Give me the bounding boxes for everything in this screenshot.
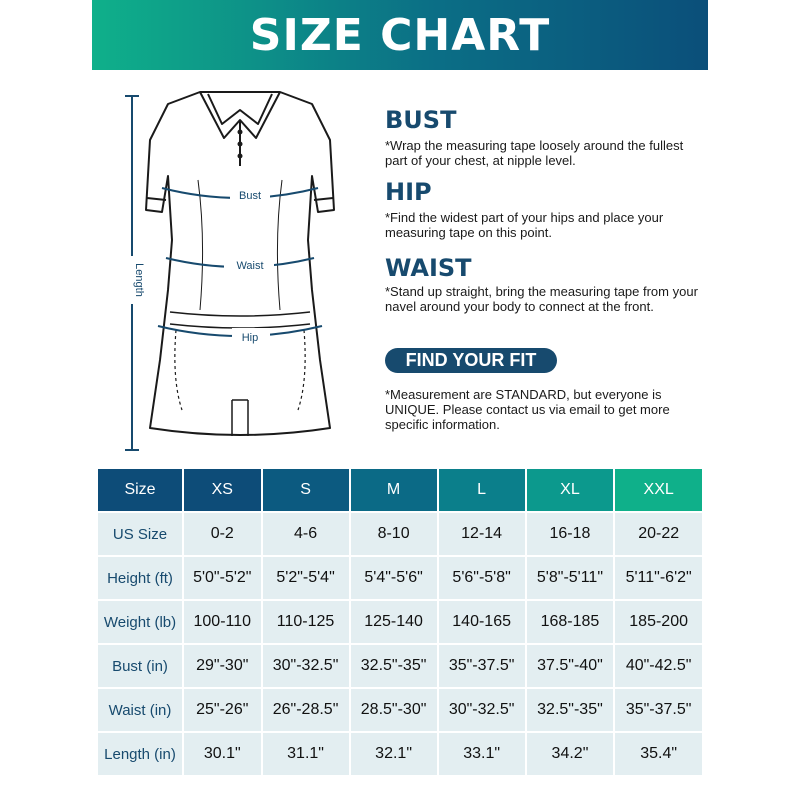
table-cell: 5'0"-5'2" xyxy=(184,557,261,599)
row-label: Length (in) xyxy=(98,733,182,775)
title-banner xyxy=(92,0,708,70)
table-cell: 32.5"-35" xyxy=(351,645,437,687)
table-cell: 37.5"-40" xyxy=(527,645,614,687)
table-cell: 40"-42.5" xyxy=(615,645,702,687)
table-row xyxy=(98,513,702,555)
table-cell: 29"-30" xyxy=(184,645,261,687)
row-label: US Size xyxy=(98,513,182,555)
table-cell: 28.5"-30" xyxy=(351,689,437,731)
table-cell: 25"-26" xyxy=(184,689,261,731)
table-cell: 5'4"-5'6" xyxy=(351,557,437,599)
bust-heading: BUST xyxy=(385,106,457,134)
table-cell: 33.1" xyxy=(439,733,525,775)
table-cell: 5'6"-5'8" xyxy=(439,557,525,599)
table-row xyxy=(98,557,702,599)
header-size-m: M xyxy=(351,469,437,511)
table-cell: 4-6 xyxy=(263,513,349,555)
table-cell: 32.5"-35" xyxy=(527,689,614,731)
table-cell: 34.2" xyxy=(527,733,614,775)
size-table xyxy=(96,467,704,777)
header-size-label: Size xyxy=(98,469,182,511)
table-cell: 12-14 xyxy=(439,513,525,555)
table-row xyxy=(98,645,702,687)
waist-label: Waist xyxy=(236,260,264,272)
header-size-s: S xyxy=(263,469,349,511)
waist-heading: WAIST xyxy=(385,254,472,282)
find-your-fit-badge: FIND YOUR FIT xyxy=(385,348,557,373)
table-cell: 35"-37.5" xyxy=(439,645,525,687)
table-cell: 16-18 xyxy=(527,513,614,555)
table-cell: 168-185 xyxy=(527,601,614,643)
table-cell: 5'11"-6'2" xyxy=(615,557,702,599)
header-size-l: L xyxy=(439,469,525,511)
table-cell: 5'2"-5'4" xyxy=(263,557,349,599)
fit-note: *Measurement are STANDARD, but everyone is UNIQUE. Please contact us via email to get more specific information. xyxy=(385,387,670,432)
bust-label: Bust xyxy=(238,190,262,202)
table-cell: 26"-28.5" xyxy=(263,689,349,731)
table-cell: 20-22 xyxy=(615,513,702,555)
table-cell: 30"-32.5" xyxy=(263,645,349,687)
table-header-row xyxy=(98,469,702,511)
table-cell: 185-200 xyxy=(615,601,702,643)
hip-heading: HIP xyxy=(385,178,432,206)
table-cell: 35"-37.5" xyxy=(615,689,702,731)
header-size-xl: XL xyxy=(527,469,614,511)
hip-instructions: *Find the widest part of your hips and place your measuring tape on this point. xyxy=(385,210,664,240)
table-cell: 100-110 xyxy=(184,601,261,643)
row-label: Waist (in) xyxy=(98,689,182,731)
row-label: Weight (lb) xyxy=(98,601,182,643)
header-size-xxl: XXL xyxy=(615,469,702,511)
table-cell: 30.1" xyxy=(184,733,261,775)
table-row xyxy=(98,733,702,775)
table-cell: 31.1" xyxy=(263,733,349,775)
waist-instructions: *Stand up straight, bring the measuring tape from your navel around your body to connect at the front. xyxy=(385,284,698,314)
table-cell: 0-2 xyxy=(184,513,261,555)
hip-label: Hip xyxy=(241,332,259,344)
dress-diagram xyxy=(110,80,370,460)
table-cell: 125-140 xyxy=(351,601,437,643)
bust-instructions: *Wrap the measuring tape loosely around the fullest part of your chest, at nipple level. xyxy=(385,138,684,168)
table-cell: 5'8"-5'11" xyxy=(527,557,614,599)
table-cell: 110-125 xyxy=(263,601,349,643)
length-label: Length xyxy=(133,263,145,297)
page-title: SIZE CHART xyxy=(249,9,551,61)
row-label: Height (ft) xyxy=(98,557,182,599)
table-cell: 140-165 xyxy=(439,601,525,643)
row-label: Bust (in) xyxy=(98,645,182,687)
table-cell: 32.1" xyxy=(351,733,437,775)
table-cell: 35.4" xyxy=(615,733,702,775)
table-cell: 8-10 xyxy=(351,513,437,555)
table-row xyxy=(98,689,702,731)
table-cell: 30"-32.5" xyxy=(439,689,525,731)
table-row xyxy=(98,601,702,643)
header-size-xs: XS xyxy=(184,469,261,511)
